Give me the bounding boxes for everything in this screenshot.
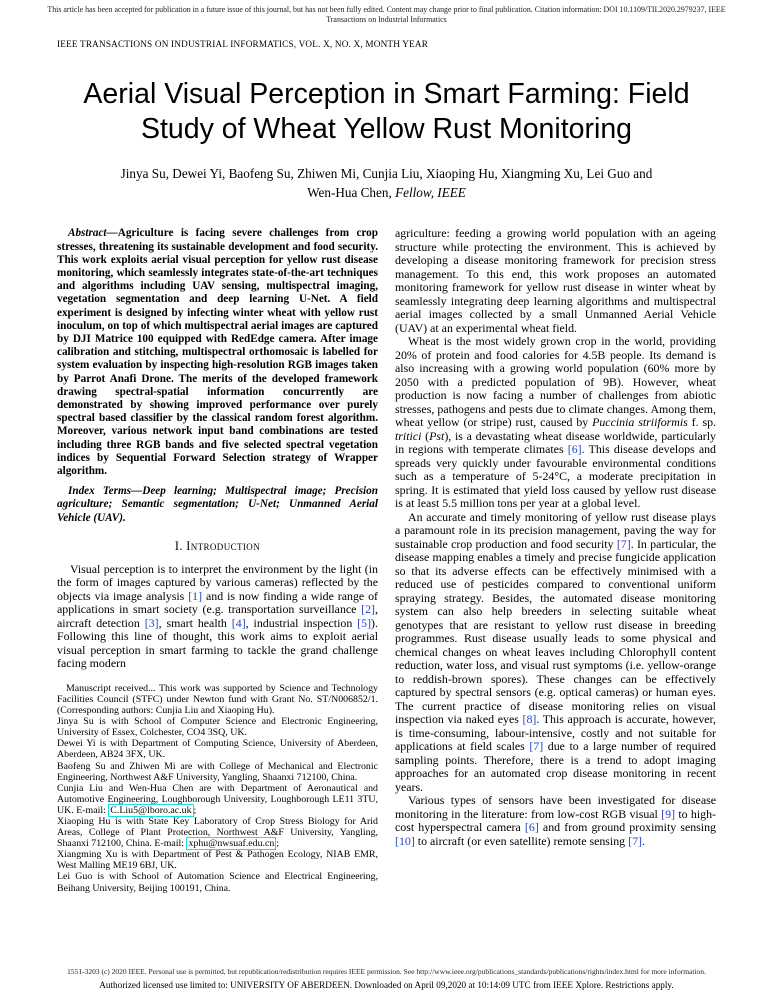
citation-link[interactable]: [8] (522, 712, 537, 727)
email-link[interactable]: C.Liu5@lboro.ac.uk (110, 804, 192, 816)
citation-link[interactable]: [1] (188, 588, 203, 603)
abstract-label: Abstract— (68, 227, 118, 240)
body-paragraph: Wheat is the most widely grown crop in the world, providing 20% of protein and food calories for 4.5B people. Its demand is also increasing with a growing world population (60% more by 2050 with a predicted population of 9B). However, wheat production is now facing a number of challenges from abiotic stresses, pathogens and pests due to climate changes. Among them, wheat yellow (or stripe) rust, caused by Puccinia striiformis f. sp. tritici (Pst), is a devastating wheat disease worldwide, particularly in regions with temperate climates [6]. This disease develops and spreads very quickly under favourable environmental conditions such as a temperature of 5-24°C, a moderate precipitation in spring. It is estimated that yield loss caused by yellow rust disease is at least 5.5 million tons per year at a global level. (395, 334, 716, 511)
citation-link[interactable]: [2] (361, 602, 376, 617)
citation-link[interactable]: [6] (567, 442, 582, 457)
left-column (57, 227, 378, 964)
copyright-line: 1551-3203 (c) 2020 IEEE. Personal use is permitted, but republication/redistribution requires IEEE permission. See http://www.ieee.org/publications_standards/publications/rights/index.html for more information. (67, 966, 706, 976)
citation-link[interactable]: [3] (144, 615, 159, 630)
citation-link[interactable]: [10] (395, 833, 415, 848)
section-heading-introduction (57, 539, 378, 554)
citation-link[interactable]: [7] (529, 739, 544, 754)
section-number: I. (174, 538, 183, 553)
intro-paragraph: Visual perception is to interpret the environment by the light (in the form of images captured by various cameras) reflected by the objects via image analysis [1] and is now finding a wide range of applications in smart society (e.g. transportation surveillance [2], aircraft detection [3], smart health [4], industrial inspection [5]). Following this line of thought, this work aims to exploit aerial visual perception in smart farming to tackle the grand challenge facing modern (57, 561, 378, 671)
license-line: Authorized licensed use limited to: UNIVERSITY OF ABERDEEN. Downloaded on April 09,2020 at 10:14:09 UTC from IEEE Xplore. Restrictions apply. (99, 979, 674, 990)
footnote-affiliation: Jinya Su is with School of Computer Science and Electronic Engineering, University of Essex, Colchester, CO4 3SQ, UK. (57, 716, 378, 739)
footnote-affiliation: Cunjia Liu and Wen-Hua Chen are with Department of Aeronautical and Automotive Engineering, Loughborough University, Loughborough LE11 3TU, UK. E-mail: C.Liu5@lboro.ac.uk ; (57, 782, 378, 816)
abstract-text: Agriculture is facing severe challenges from crop stresses, threatening its sustainable development and food security. This work exploits aerial visual perception for yellow rust disease monitoring, which seamlessly integrates state-of-the-art techniques and algorithms including UAV sensing, multispectral imaging, vegetation segmentation and deep learning U-Net. A field experiment is designed by infecting winter wheat with yellow rust inoculum, on top of which multispectral aerial images are captured by DJI Matrice 100 equipped with RedEdge camera. After image calibration and stitching, multispectral orthomosaic is labelled for system evaluation by inspecting high-resolution RGB images taken by Parrot Anafi Drone. The merits of the developed framework drawing spectral-spatial information concurrently are demonstrated by showing improved performance over purely spectral based classifier by the classical random forest algorithm. Moreover, various network input band combinations are tested including three RGB bands and five selected spectral vegetation indices by Sequential Forward Selection strategy of Wrapper algorithm. (57, 227, 378, 478)
acceptance-notice (0, 0, 773, 26)
running-header: IEEE TRANSACTIONS ON INDUSTRIAL INFORMATICS, VOL. X, NO. X, MONTH YEAR (57, 38, 429, 49)
page-footer (0, 967, 773, 991)
two-column-body (57, 227, 716, 964)
right-column (395, 227, 716, 964)
footnote-affiliation: Xiangming Xu is with Department of Pest & Pathogen Ecology, NIAB EMR, West Malling ME19 6BJ, UK. (57, 849, 378, 872)
acceptance-notice-line1: This article has been accepted for publication in a future issue of this journal, but has not been fully edited. Content may change prior to final publication. Citation information: DOI 10.1109/TII.2020.2979237, IEEE (47, 5, 726, 14)
section-title: Introduction (186, 538, 261, 553)
index-terms-text: Deep learning; Multispectral image; Precision agriculture; Semantic segmentation; U-Net; Unmanned Aerial Vehicle (UAV). (57, 485, 378, 524)
index-terms (57, 485, 378, 525)
author-names-line1: Jinya Su, Dewei Yi, Baofeng Su, Zhiwen Mi, Cunjia Liu, Xiaoping Hu, Xiangming Xu, Lei Guo and (120, 165, 653, 181)
abstract (57, 227, 378, 478)
body-paragraph: An accurate and timely monitoring of yellow rust disease plays a paramount role in its precision management, paving the way for sustainable crop production and food security [7]. In particular, the disease mapping enables a timely and precise fungicide application so that its adverse effects can be effectively minimised with a reduced use of pesticides compared to conventional uniform spraying strategy. Besides, the automated disease monitoring system can also help breeders in selecting suitable wheat genotypes that are resistant to yellow rust disease in breeding programmes. Rust disease usually leads to some physical and chemical changes on wheat leaves including Chlorophyll content reduction, water loss, and visual rust symptoms (i.e. yellow-orange to reddish-brown spores). These changes can be effectively captured by spectral sensors (e.g. optical cameras) or human eyes. The current practice of disease monitoring relies on visual inspection via naked eyes [8]. This approach is accurate, however, is time-consuming, labour-intensive, costly and not suitable for applications at field scales [7] due to a large number of required sampling points. Therefore, there is a trend to adopt imaging approaches for an automated crop disease monitoring in recent years. (395, 509, 716, 794)
citation-link[interactable]: [4] (231, 615, 246, 630)
citation-link[interactable]: [6] (524, 820, 539, 835)
acceptance-notice-line2: Transactions on Industrial Informatics (326, 15, 447, 25)
footnote-affiliation: Dewei Yi is with Department of Computing Science, University of Aberdeen, Aberdeen, AB24 3FX, UK. (57, 738, 378, 761)
email-link[interactable]: xphu@nwsuaf.edu.cn (188, 838, 275, 850)
citation-link[interactable]: [7] (616, 536, 631, 551)
citation-link[interactable]: [5] (357, 615, 372, 630)
body-paragraph: Various types of sensors have been investigated for disease monitoring in the literature: from low-cost RGB visual [9] to high-cost hyperspectral camera [6] and from ground proximity sensing [10] to aircraft (or even satellite) remote sensing [7]. (395, 793, 716, 848)
index-terms-label: Index Terms— (68, 485, 143, 498)
body-paragraph: agriculture: feeding a growing world population with an ageing structure while protecting the environment. This is achieved by developing a disease monitoring framework for precision stress management. To this end, this work proposes an automated monitoring framework for yellow rust disease in winter wheat by seamlessly integrating deep learning algorithms and multispectral aerial images collected by a small Unmanned Aerial Vehicle (UAV) at an experimental wheat field. (395, 227, 716, 335)
citation-link[interactable]: [7] (628, 833, 642, 848)
paper-title: Aerial Visual Perception in Smart Farming: Field Study of Wheat Yellow Rust Monitoring (83, 77, 690, 145)
author-names-line2: Wen-Hua Chen, (307, 184, 396, 200)
author-honorific: Fellow, IEEE (395, 184, 466, 200)
citation-link[interactable]: [9] (661, 806, 676, 821)
footnotes (57, 683, 378, 894)
footnote-manuscript: Manuscript received... This work was supported by Science and Technology Facilities Council (STFC) under Newton fund with Grant No. ST/N006852/1. (Corresponding authors: Cunjia Liu and Xiaoping Hu). (57, 682, 378, 717)
author-list (80, 165, 693, 202)
footnote-affiliation: Xiaoping Hu is with State Key Laboratory of Crop Stress Biology for Arid Areas, College of Plant Protection, Northwest A&F University, Yangling, Shaanxi 712100, China. E-mail: xphu@nwsuaf.edu.cn ; (57, 816, 378, 850)
footnote-affiliation: Baofeng Su and Zhiwen Mi are with College of Mechanical and Electronic Engineering, Northwest A&F University, Yangling, Shaanxi 712100, China. (57, 760, 378, 783)
footnote-affiliation: Lei Guo is with School of Automation Science and Electrical Engineering, Beihang University, Beijing 100191, China. (57, 871, 378, 894)
